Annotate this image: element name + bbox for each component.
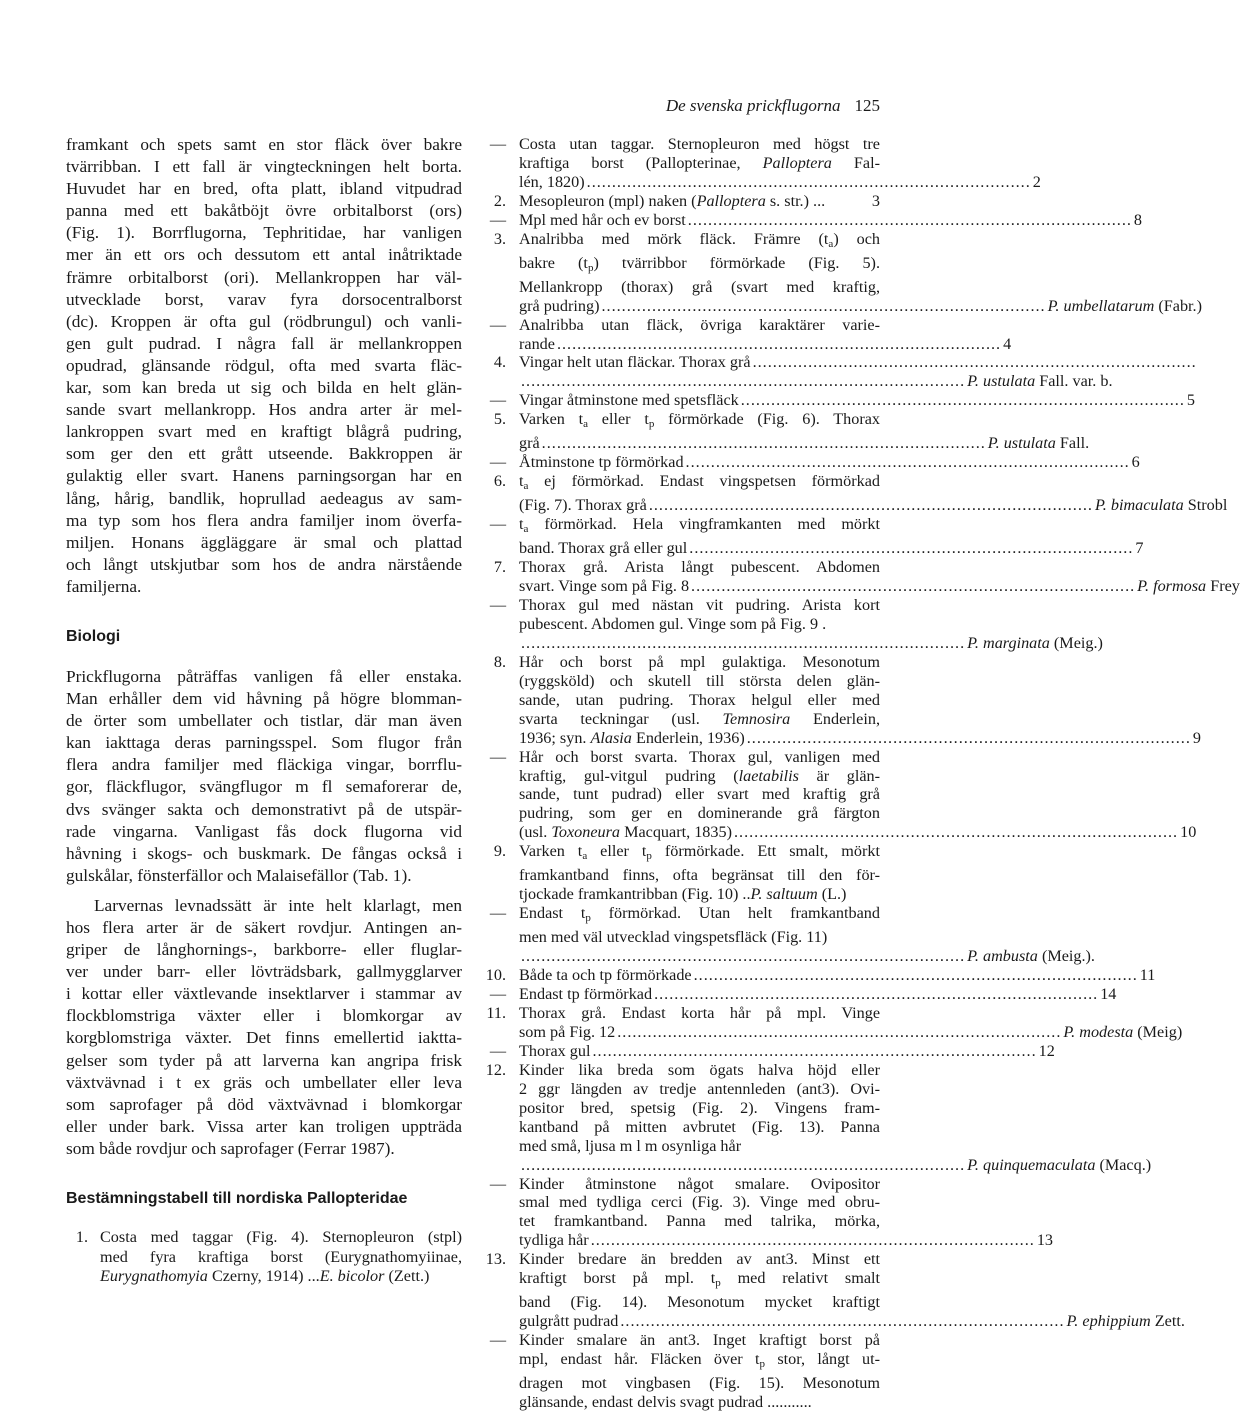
left-column bbox=[66, 134, 462, 1287]
text-line: sande svart mellankropp. Hos andra arter är mel- bbox=[66, 400, 462, 420]
key-couplet-7-alt: — Thorax gul med nästan vit pudring. Arista kort pubescent. Abdomen gul. Vinge som på Fig. 9 . ........................................................................................ P. marginata (Meig.) bbox=[489, 595, 1103, 652]
key-couplet-3-alt: — Analribba utan fläck, övriga karaktärer varie- rande ........................................................................................ 4 bbox=[489, 315, 1012, 353]
couplet-number: 1. bbox=[75, 1228, 88, 1247]
paragraph-biology-2 bbox=[66, 895, 462, 1160]
key-couplet-1 bbox=[66, 1228, 462, 1287]
key-couplet-9-alt: — Endast $t_p$ förmörkad. Utan helt framkantband men med väl utvecklad vingspetsfläck (Fig. 11) ........................................................................................ P. ambusta (Meig.). bbox=[489, 904, 1095, 966]
goto-number: 9 bbox=[1192, 728, 1201, 747]
key-couplet-2-alt: — Mpl med hår och ev borst ........................................................................................ 8 bbox=[489, 210, 1143, 229]
key-couplet-6-alt: — $t_a$ förmörkad. Hela vingframkanten med mörkt band. Thorax grå eller gul ........................................................................................ 7 bbox=[489, 515, 1144, 558]
key-text-line: Eurygnathomyia Czerny, 1914) ...E. bicolor (Zett.) bbox=[100, 1267, 430, 1286]
text-line: mer än ett ors och dessutom ett antal inåtriktade bbox=[66, 245, 462, 265]
text-line: håvning i skogs- och buskmark. De fångas också i bbox=[66, 843, 462, 863]
text-line: främre orbitalborst (ori). Mellankroppen har väl- bbox=[66, 267, 462, 287]
text-line: gulaktig eller svart. Hanens parningsorgan har en bbox=[66, 466, 462, 486]
goto-number: 14 bbox=[1100, 984, 1117, 1003]
key-couplet-4-alt: — Vingar åtminstone med spetsfläck ........................................................................................ 5 bbox=[489, 391, 1195, 410]
species-name: P. ambusta bbox=[967, 947, 1038, 966]
key-couplet-8-alt: — Hår och borst svarta. Thorax gul, vanligen med kraftig, gul-vitgul pudring (laetabilis är glän- sande, tunt pudrad) eller svart med kraftig grå pudring, som ger en dominerande grå färgton (usl. Toxoneura Macquart, 1835) ........................................................................................ 10 bbox=[489, 747, 1197, 842]
text-line: tvärribban. I ett fall är vingteckningen helt borta. bbox=[66, 157, 462, 177]
species-name: P. quinquemaculata bbox=[967, 1155, 1096, 1174]
text-line: gor, fläckflugor, svängflugor m fl semaforerar de, bbox=[66, 777, 462, 797]
key-couplet-5-alt: — Åtminstone tp förmörkad ........................................................................................ 6 bbox=[489, 453, 1140, 472]
species-name: P. ephippium bbox=[1066, 1312, 1151, 1331]
species-name: P. saltuum bbox=[750, 885, 818, 904]
text-line: hos flera arter är de säkert rovdjur. Antingen an- bbox=[66, 918, 462, 937]
goto-number: 8 bbox=[1133, 210, 1143, 229]
text-line: de örter som umbellater och tistlar, där man även bbox=[66, 711, 462, 731]
key-couplet-5: 5. Varken $t_a$ eller $t_p$ förmörkade (Fig. 6). Thorax grå ........................................................................................ P. ustulata Fall. bbox=[493, 410, 1090, 453]
goto-number: 10 bbox=[1180, 823, 1197, 842]
goto-number: 2 bbox=[1032, 172, 1041, 191]
species-name: P. bimaculata bbox=[1094, 496, 1184, 515]
key-couplet-10: 10. Både ta och tp förmörkade ........................................................................................ 11 bbox=[485, 966, 1156, 985]
key-couplet-1-alt: — Costa utan taggar. Sternopleuron med högst tre kraftiga borst (Pallopterinae, Palloptera Fal- lén, 1820) ........................................................................................ 2 bbox=[489, 135, 1041, 191]
key-couplet-10-alt: — Endast tp förmörkad ........................................................................................ 14 bbox=[489, 984, 1117, 1003]
text-line: opudrad, glänsande rödgul, ofta med svarta fläc- bbox=[66, 355, 462, 375]
text-line: griper de långhornings-, barkborre- eller fluglar- bbox=[66, 940, 462, 960]
key-lead-line: lén, 1820) ........................................................................................ 2 bbox=[519, 172, 1041, 191]
key-couplet-3: 3. Analribba med mörk fläck. Främre $(t_a)$ och bakre $(t_p)$ tvärribbor förmörkade (Fig. 5). Mellankropp (thorax) grå (svart med kraftig, grå pudring) ........................................................................................ P. umbellatarum (Fabr.) bbox=[493, 229, 1202, 315]
text-line: Prickflugorna påträffas vanligen få eller enstaka. bbox=[66, 666, 462, 686]
text-line: flera andra familjer med fläckiga vingar, borrflu- bbox=[66, 755, 462, 775]
key-couplet-12: 12. Kinder lika breda som ögats halva höjd eller 2 ggr längden av tredje antennleden (ant3). Ovi- positor bred, spetsig (Fig. 2). Vingens fram- kantband på mitten avbrutet (Fig. 13). Panna med små, ljusa m l m osynliga hår ........................................................................................ P. quinquemaculata (Macq.) bbox=[485, 1060, 1152, 1174]
right-column-key bbox=[482, 135, 1240, 1412]
text-line: familjerna. bbox=[66, 576, 142, 596]
goto-number: 7 bbox=[1135, 539, 1144, 558]
page-number: 125 bbox=[854, 96, 880, 115]
text-line: miljen. Honans äggläggare är smal och plattad bbox=[66, 532, 462, 552]
text-line: framkant och spets samt en stor fläck över bakre bbox=[66, 135, 462, 154]
goto-number: 5 bbox=[1186, 391, 1195, 410]
text-line: korgblomstriga växter. Det finns emellertid iaktta- bbox=[66, 1028, 462, 1048]
text-line: som ger den ett grått utseende. Bakkroppen är bbox=[66, 444, 462, 464]
text-line: växtvävnad i t ex gräs och umbellater eller leva bbox=[66, 1072, 462, 1092]
key-text-line: Costa utan taggar. Sternopleuron med högst tre bbox=[519, 135, 880, 153]
key-lead-line: Mpl med hår och ev borst ........................................................................................ 8 bbox=[519, 210, 1143, 229]
species-name: P. modesta bbox=[1063, 1022, 1134, 1041]
key-lead-line: Mesopleuron (mpl) naken (Palloptera s. str.) ... 3 bbox=[519, 191, 880, 210]
section-heading-biology: Biologi bbox=[66, 627, 121, 645]
goto-number: 11 bbox=[1139, 966, 1156, 985]
text-line: rade vingarna. Vanligast fås dock flugorna vid bbox=[66, 821, 462, 841]
text-line: utvecklade borst, varav fyra dorsocentralborst bbox=[66, 289, 462, 309]
text-line: kar, som kan breda ut sig och bilda en helt glän- bbox=[66, 378, 462, 398]
text-line: panna med ett bakåtböjt övre orbitalborst (ors) bbox=[66, 201, 462, 221]
running-head bbox=[666, 96, 880, 116]
text-line: Man erhåller dem vid håvning på högre blomman- bbox=[66, 689, 462, 709]
text-line: (dc). Kroppen är ofta gul (rödbrungul) och vanli- bbox=[66, 311, 462, 331]
species-name: P. ustulata bbox=[967, 372, 1036, 391]
text-line: lankroppen svart med en kraftigt blågrå pudring, bbox=[66, 422, 462, 442]
goto-number: 13 bbox=[1036, 1231, 1053, 1250]
text-line: gulskålar, fönsterfällor och Malaisefällor (Tab. 1). bbox=[66, 865, 412, 885]
key-couplet-9: 9. Varken $t_a$ eller $t_p$ förmörkade. Ett smalt, mörkt framkantband finns, ofta begränsat till den för- tjockade framkantribban (Fig. 10) ..P. saltuum (L.) bbox=[493, 842, 880, 904]
goto-number: 4 bbox=[1003, 334, 1012, 353]
key-couplet-8: 8. Hår och borst på mpl gulaktiga. Mesonotum (ryggsköld) och skutell till största delen glän- sande, utan pudring. Thorax helgul eller med svarta teckningar (usl. Temnosira Enderlein, 1936; syn. Alasia Enderlein, 1936) ........................................................................................ 9 bbox=[493, 652, 1201, 747]
text-line: kan iakttaga deras parningsspel. Som flugor från bbox=[66, 733, 462, 753]
key-couplet-2: 2. Mesopleuron (mpl) naken (Palloptera s. str.) ... 3 bbox=[493, 191, 880, 210]
species-name: P. ustulata bbox=[987, 434, 1056, 453]
text-line: gen gult pudrad. I några fall är mellankroppen bbox=[66, 333, 462, 353]
text-line: dvs svänger sakta och demonstrativt på de utspär- bbox=[66, 799, 462, 819]
text-line: Huvudet har en bred, ofta platt, ibland vitpudrad bbox=[66, 179, 462, 199]
text-line: och långt utskjutbar som hos de andra närstående bbox=[66, 554, 462, 574]
text-line: ver under barr- eller lövträdsbark, gallmygglarver bbox=[66, 962, 462, 982]
paragraph-description bbox=[66, 134, 462, 598]
species-name: P. marginata bbox=[967, 633, 1050, 652]
text-line: flockblomstriga växter eller i blomkorgar av bbox=[66, 1006, 462, 1026]
key-text-line: Costa med taggar (Fig. 4). Sternopleuron (stpl) bbox=[100, 1228, 462, 1247]
species-name: P. formosa bbox=[1137, 576, 1207, 595]
key-couplet-13: 13. Kinder bredare än bredden av ant3. Minst ett kraftigt borst på mpl. $t_p$ med relativt smalt band (Fig. 14). Mesonotum mycket kraftigt gulgrått pudrad ........................................................................................ P. ephippium Zett. bbox=[485, 1250, 1185, 1331]
goto-number: 3 bbox=[871, 191, 880, 210]
key-couplet-12-alt: — Kinder åtminstone något smalare. Ovipositor smal med tydliga cerci (Fig. 3). Vinge med obru- tet framkantband. Panna med talrika, mörka, tydliga hår ........................................................................................ 13 bbox=[489, 1174, 1053, 1250]
text-line: ma typ som hos flera andra familjer inom överfa- bbox=[66, 510, 462, 530]
key-couplet-13-alt: — Kinder smalare än ant3. Inget kraftigt borst på mpl, endast hår. Fläcken över $t_p$ stor, långt ut- dragen mot vingbasen (Fig. 15). Mesonotum glänsande, endast delvis svagt pudrad ........... bbox=[489, 1331, 880, 1411]
key-text-line: med fyra kraftiga borst (Eurygnathomyiinae, bbox=[100, 1247, 462, 1266]
text-line: (Fig. 1). Borrflugorna, Tephritidae, har vanligen bbox=[66, 223, 462, 243]
key-couplet-11-alt: — Thorax gul ........................................................................................ 12 bbox=[489, 1041, 1055, 1060]
key-couplet-6: 6. $t_a$ ej förmörkad. Endast vingspetsen förmörkad (Fig. 7). Thorax grå ........................................................................................ P. bimaculata Strobl bbox=[493, 472, 1228, 515]
text-line: eller under bark. Vissa arter kan troligen uppträda bbox=[66, 1116, 462, 1136]
key-couplet-7: 7. Thorax grå. Arista långt pubescent. Abdomen svart. Vinge som på Fig. 8 ........................................................................................ P. formosa Frey bbox=[493, 558, 1240, 595]
goto-number: 6 bbox=[1131, 453, 1140, 472]
text-line: som både rovdjur och saprofager (Ferrar 1987). bbox=[66, 1138, 395, 1158]
text-line: som saprofager på död växtvävnad i blomkorgar bbox=[66, 1094, 462, 1114]
paragraph-biology-1 bbox=[66, 666, 462, 887]
text-line: gelser som tyder på att larverna kan angripa frisk bbox=[66, 1050, 462, 1070]
running-head-title: De svenska prickflugorna bbox=[665, 96, 841, 115]
goto-number: 12 bbox=[1038, 1041, 1055, 1060]
text-line: Larvernas levnadssätt är inte helt klarlagt, men bbox=[94, 895, 462, 915]
text-line: i kottar eller växtlevande insektlarver i stammar av bbox=[66, 984, 462, 1004]
key-couplet-11: 11. Thorax grå. Endast korta hår på mpl. Vinge som på Fig. 12 ........................................................................................ P. modesta (Meig) bbox=[486, 1003, 1183, 1041]
key-text-line: kraftiga borst (Pallopterinae, Palloptera Fal- bbox=[519, 153, 880, 172]
key-couplet-4: 4. Vingar helt utan fläckar. Thorax grå ........................................................................................ ........................................................................................ P. ustulata Fall. var. b. bbox=[493, 353, 1197, 391]
text-line: lång, hårig, bandlik, hoprullad aedeagus av sam- bbox=[66, 488, 462, 508]
species-name: P. umbellatarum bbox=[1047, 296, 1155, 315]
section-heading-key: Bestämningstabell till nordiska Pallopteridae bbox=[66, 1190, 408, 1208]
